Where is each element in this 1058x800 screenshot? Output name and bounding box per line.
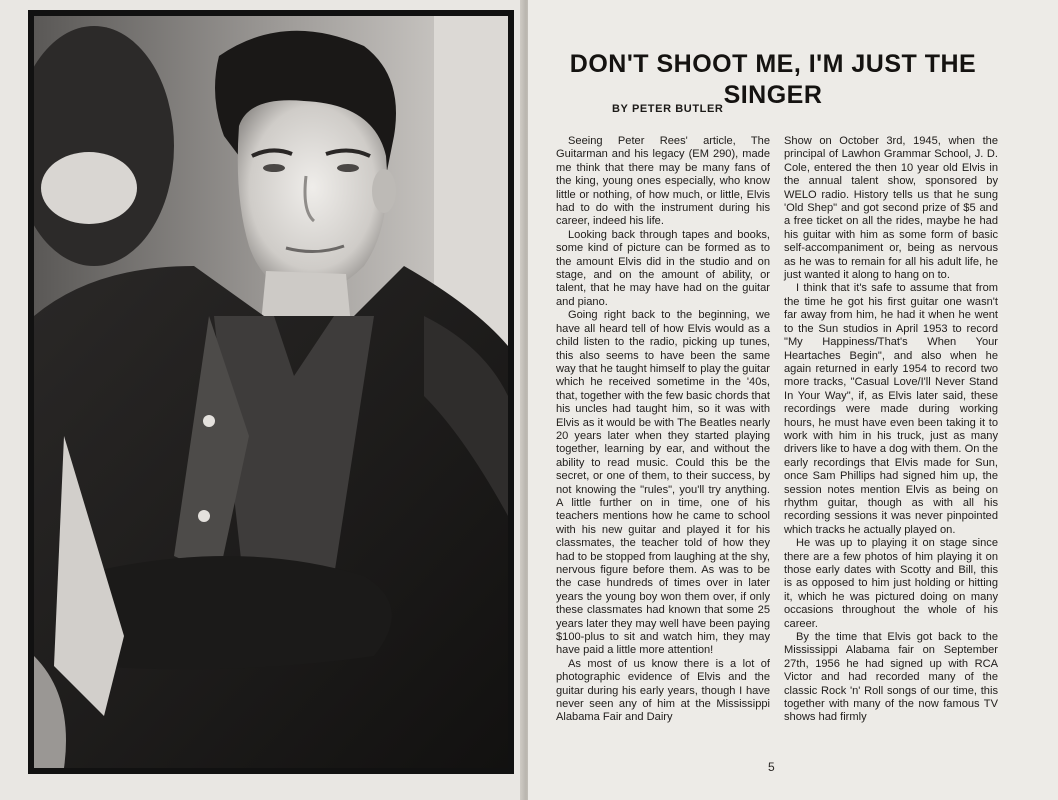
left-page	[0, 0, 524, 800]
photo-frame	[28, 10, 514, 774]
paragraph: By the time that Elvis got back to the Mississippi Alabama fair on September 27th, 1956 he had signed up with RCA Victor and had recorded many of the classic Rock 'n' Roll songs of our time, this together with many of the now famous TV shows had firmly	[784, 631, 998, 724]
paragraph: Going right back to the beginning, we have all heard tell of how Elvis would as a child listen to the radio, picking up tunes, this also seems to have been the same way that he taught himself to play the guitar which he received sometime in the '40s, that, together with the few basic chords that his uncles had taught him, so it was with Elvis as it would be with The Beatles nearly 20 years later when they started playing together, learning by ear, and without the ability to read music. Could this be the secret, or one of them, to their success, by not knowing the "rules", you'll try anything. A little further on in time, one of his teachers mentions how he came to school with his new guitar and played it for his classmates, the teacher told of how they had to be stopped from laughing at the shy, nervous figure before them. As was to be the case hundreds of times over in later years the young boy won them over, if only these classmates had known that some 25 years later they may well have been paying $100-plus to sit and watch him, they may have paid a little more attention!	[556, 309, 770, 657]
article-byline: BY PETER BUTLER	[612, 103, 724, 115]
page-number: 5	[768, 760, 775, 774]
portrait-photo	[34, 16, 508, 768]
portrait-illustration	[34, 16, 508, 768]
paragraph: Looking back through tapes and books, some kind of picture can be formed as to the amount Elvis did in the studio and on stage, and on the amount of ability, or talent, that he may have had on the guitar and piano.	[556, 228, 770, 308]
article-title: DON'T SHOOT ME, I'M JUST THE SINGER	[569, 49, 977, 109]
paragraph: Show on October 3rd, 1945, when the principal of Lawhon Grammar School, J. D. Cole, entered the then 10 year old Elvis in the annual talent show, sponsored by WELO radio. History tells us that he sung 'Old Shep" and got second prize of $5 and a free ticket on all the rides, maybe he had his guitar with him as some form of basic self-accompaniment or, being as nervous as he was to remain for all his adult life, he just wanted it along to hang on to.	[784, 135, 998, 282]
paragraph: I think that it's safe to assume that from the time he got his first guitar one wasn't far away from him, he had it when he went to the Sun studios in April 1953 to record "My Happiness/That's When Your Heartaches Begin", and also when he again returned in early 1954 to record two more tracks, "Casual Love/I'll Never Stand In Your Way", if, as Elvis later said, these recordings were made during working hours, he must have even been taking it to work with him in his truck, just as many drivers like to have a dog with them. On the early recordings that Elvis made for Sun, once Sam Phillips had signed him up, the session notes mention Elvis as being on rhythm guitar, though as with all his recording sessions it was never pinpointed which tracks he actually played on.	[784, 282, 998, 536]
paragraph: Seeing Peter Rees' article, The Guitarman and his legacy (EM 290), made me think that there may be many fans of the king, young ones especially, who know little or nothing, of how much, or little, Elvis had to do with the instrument during his career, indeed his life.	[556, 135, 770, 228]
paragraph: He was up to playing it on stage since there are a few photos of him playing it on those early dates with Scotty and Bill, this is as opposed to him just holding or hitting it, which he was pictured doing on many occasions throughout the whole of his career.	[784, 537, 998, 630]
article-column-left	[556, 135, 770, 725]
paragraph: As most of us know there is a lot of photographic evidence of Elvis and the guitar during his early years, though I have never seen any of him at the Mississippi Alabama Fair and Dairy	[556, 657, 770, 724]
article-column-right	[784, 135, 998, 725]
